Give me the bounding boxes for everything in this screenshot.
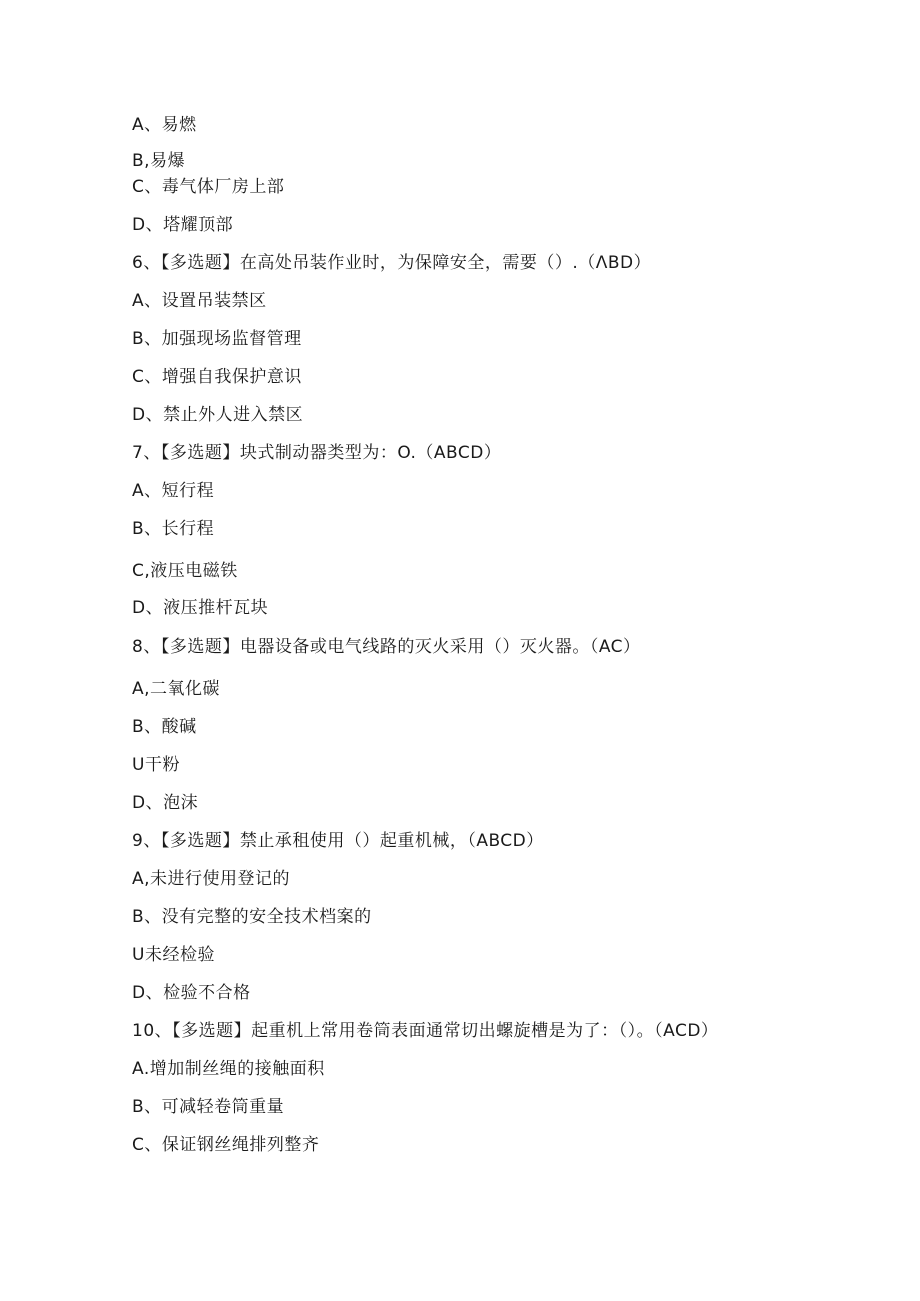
- option-line: D、液压推杆瓦块: [132, 598, 269, 618]
- option-line: A、设置吊装禁区: [132, 291, 267, 311]
- option-line: C、毒气体厂房上部: [132, 177, 285, 197]
- option-line: A,二氧化碳: [132, 679, 221, 699]
- question-line: 9、【多选题】禁止承租使用（）起重机械，（ABCD）: [132, 831, 544, 851]
- option-line: A、易燃: [132, 115, 197, 135]
- option-line: A,未进行使用登记的: [132, 869, 291, 889]
- option-line: B、加强现场监督管理: [132, 329, 302, 349]
- option-line: D、禁止外人进入禁区: [132, 405, 304, 425]
- option-line: D、塔耀顶部: [132, 215, 234, 235]
- option-line: B、没有完整的安全技术档案的: [132, 907, 372, 927]
- option-line: A、短行程: [132, 481, 215, 501]
- option-line: D、检验不合格: [132, 983, 251, 1003]
- option-line: C,液压电磁铁: [132, 561, 238, 581]
- option-line: D、泡沫: [132, 793, 199, 813]
- question-line: 7、【多选题】块式制动器类型为：O.（ABCD）: [132, 443, 502, 463]
- option-line: B,易爆: [132, 151, 186, 171]
- question-line: 10、【多选题】起重机上常用卷筒表面通常切出螺旋槽是为了：（）。（ACD）: [132, 1021, 719, 1041]
- option-line: A.增加制丝绳的接触面积: [132, 1059, 325, 1079]
- option-line: U干粉: [132, 755, 180, 775]
- question-line: 8、【多选题】电器设备或电气线路的灭火采用（）灭火器。（AC）: [132, 637, 641, 657]
- option-line: B、酸碱: [132, 717, 197, 737]
- question-line: 6、【多选题】在高处吊装作业时，为保障安全，需要（）.（ΛBD）: [132, 253, 652, 273]
- option-line: B、长行程: [132, 519, 215, 539]
- option-line: C、保证钢丝绳排列整齐: [132, 1135, 320, 1155]
- option-line: B、可减轻卷筒重量: [132, 1097, 285, 1117]
- option-line: C、增强自我保护意识: [132, 367, 302, 387]
- option-line: U未经检验: [132, 945, 215, 965]
